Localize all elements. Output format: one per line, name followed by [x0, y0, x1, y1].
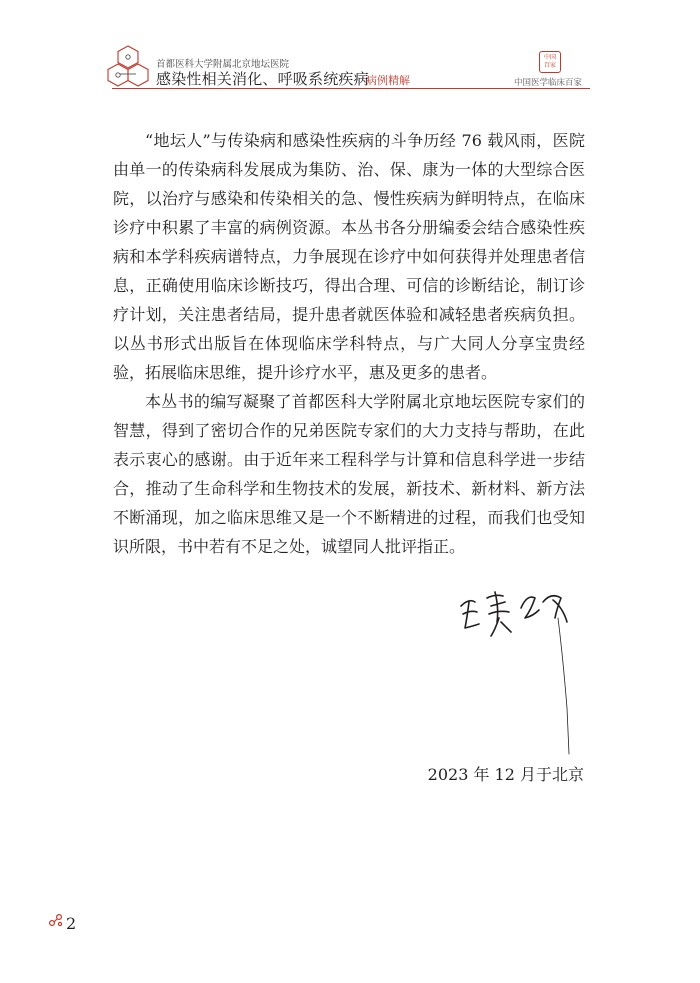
seal-text: 中国 百家	[543, 54, 556, 69]
seal-logo-icon	[539, 51, 561, 73]
header-rule	[112, 88, 582, 89]
paragraph-1: “地坛人”与传染病和感染性疾病的斗争历经 76 载风雨，医院由单一的传染病科发展成为集防、治、保、康为一体的大型综合医院，以治疗与感染和传染相关的急、慢性疾病为鲜明特点，在临床诊疗中积累了丰富的病例资源。本丛书各分册编委会结合感染性疾病和本学科疾病谱特点，力争展现在诊疗中如何获得并处理患者信息，正确使用临床诊断技巧，得出合理、可信的诊断结论，制订诊疗计划，关注患者结局，提升患者就医体验和减轻患者疾病负担。以丛书形式出版旨在体现临床学科特点，与广大同人分享宝贵经验，拓展临床思维，提升诊疗水平，惠及更多的患者。	[113, 131, 585, 382]
series-title: 感染性相关消化、呼吸系统疾病	[156, 70, 369, 88]
date-line: 2023 年 12 月于北京	[427, 765, 584, 784]
header-rule-tail	[582, 88, 590, 89]
running-header	[0, 0, 700, 110]
page-ornament-icon	[48, 912, 64, 928]
page-number: 2	[66, 914, 77, 933]
series-tag: 病例精解	[366, 74, 410, 87]
preface-body	[113, 126, 585, 561]
hospital-name: 首都医科大学附属北京地坛医院	[156, 59, 290, 70]
paragraph-2: 本丛书的编写凝聚了首都医科大学附属北京地坛医院专家们的智慧，得到了密切合作的兄弟医院专家们的大力支持与帮助，在此表示衷心的感谢。由于近年来工程科学与计算和信息科学进一步结合，推动了生命科学和生物技术的发展，新技术、新材料、新方法不断涌现，加之临床思维又是一个不断精进的过程，而我们也受知识所限，书中若有不足之处，诚望同人批评指正。	[113, 392, 585, 556]
handwritten-signature	[455, 588, 595, 758]
header-tagline: 中国医学临床百家	[513, 78, 582, 88]
